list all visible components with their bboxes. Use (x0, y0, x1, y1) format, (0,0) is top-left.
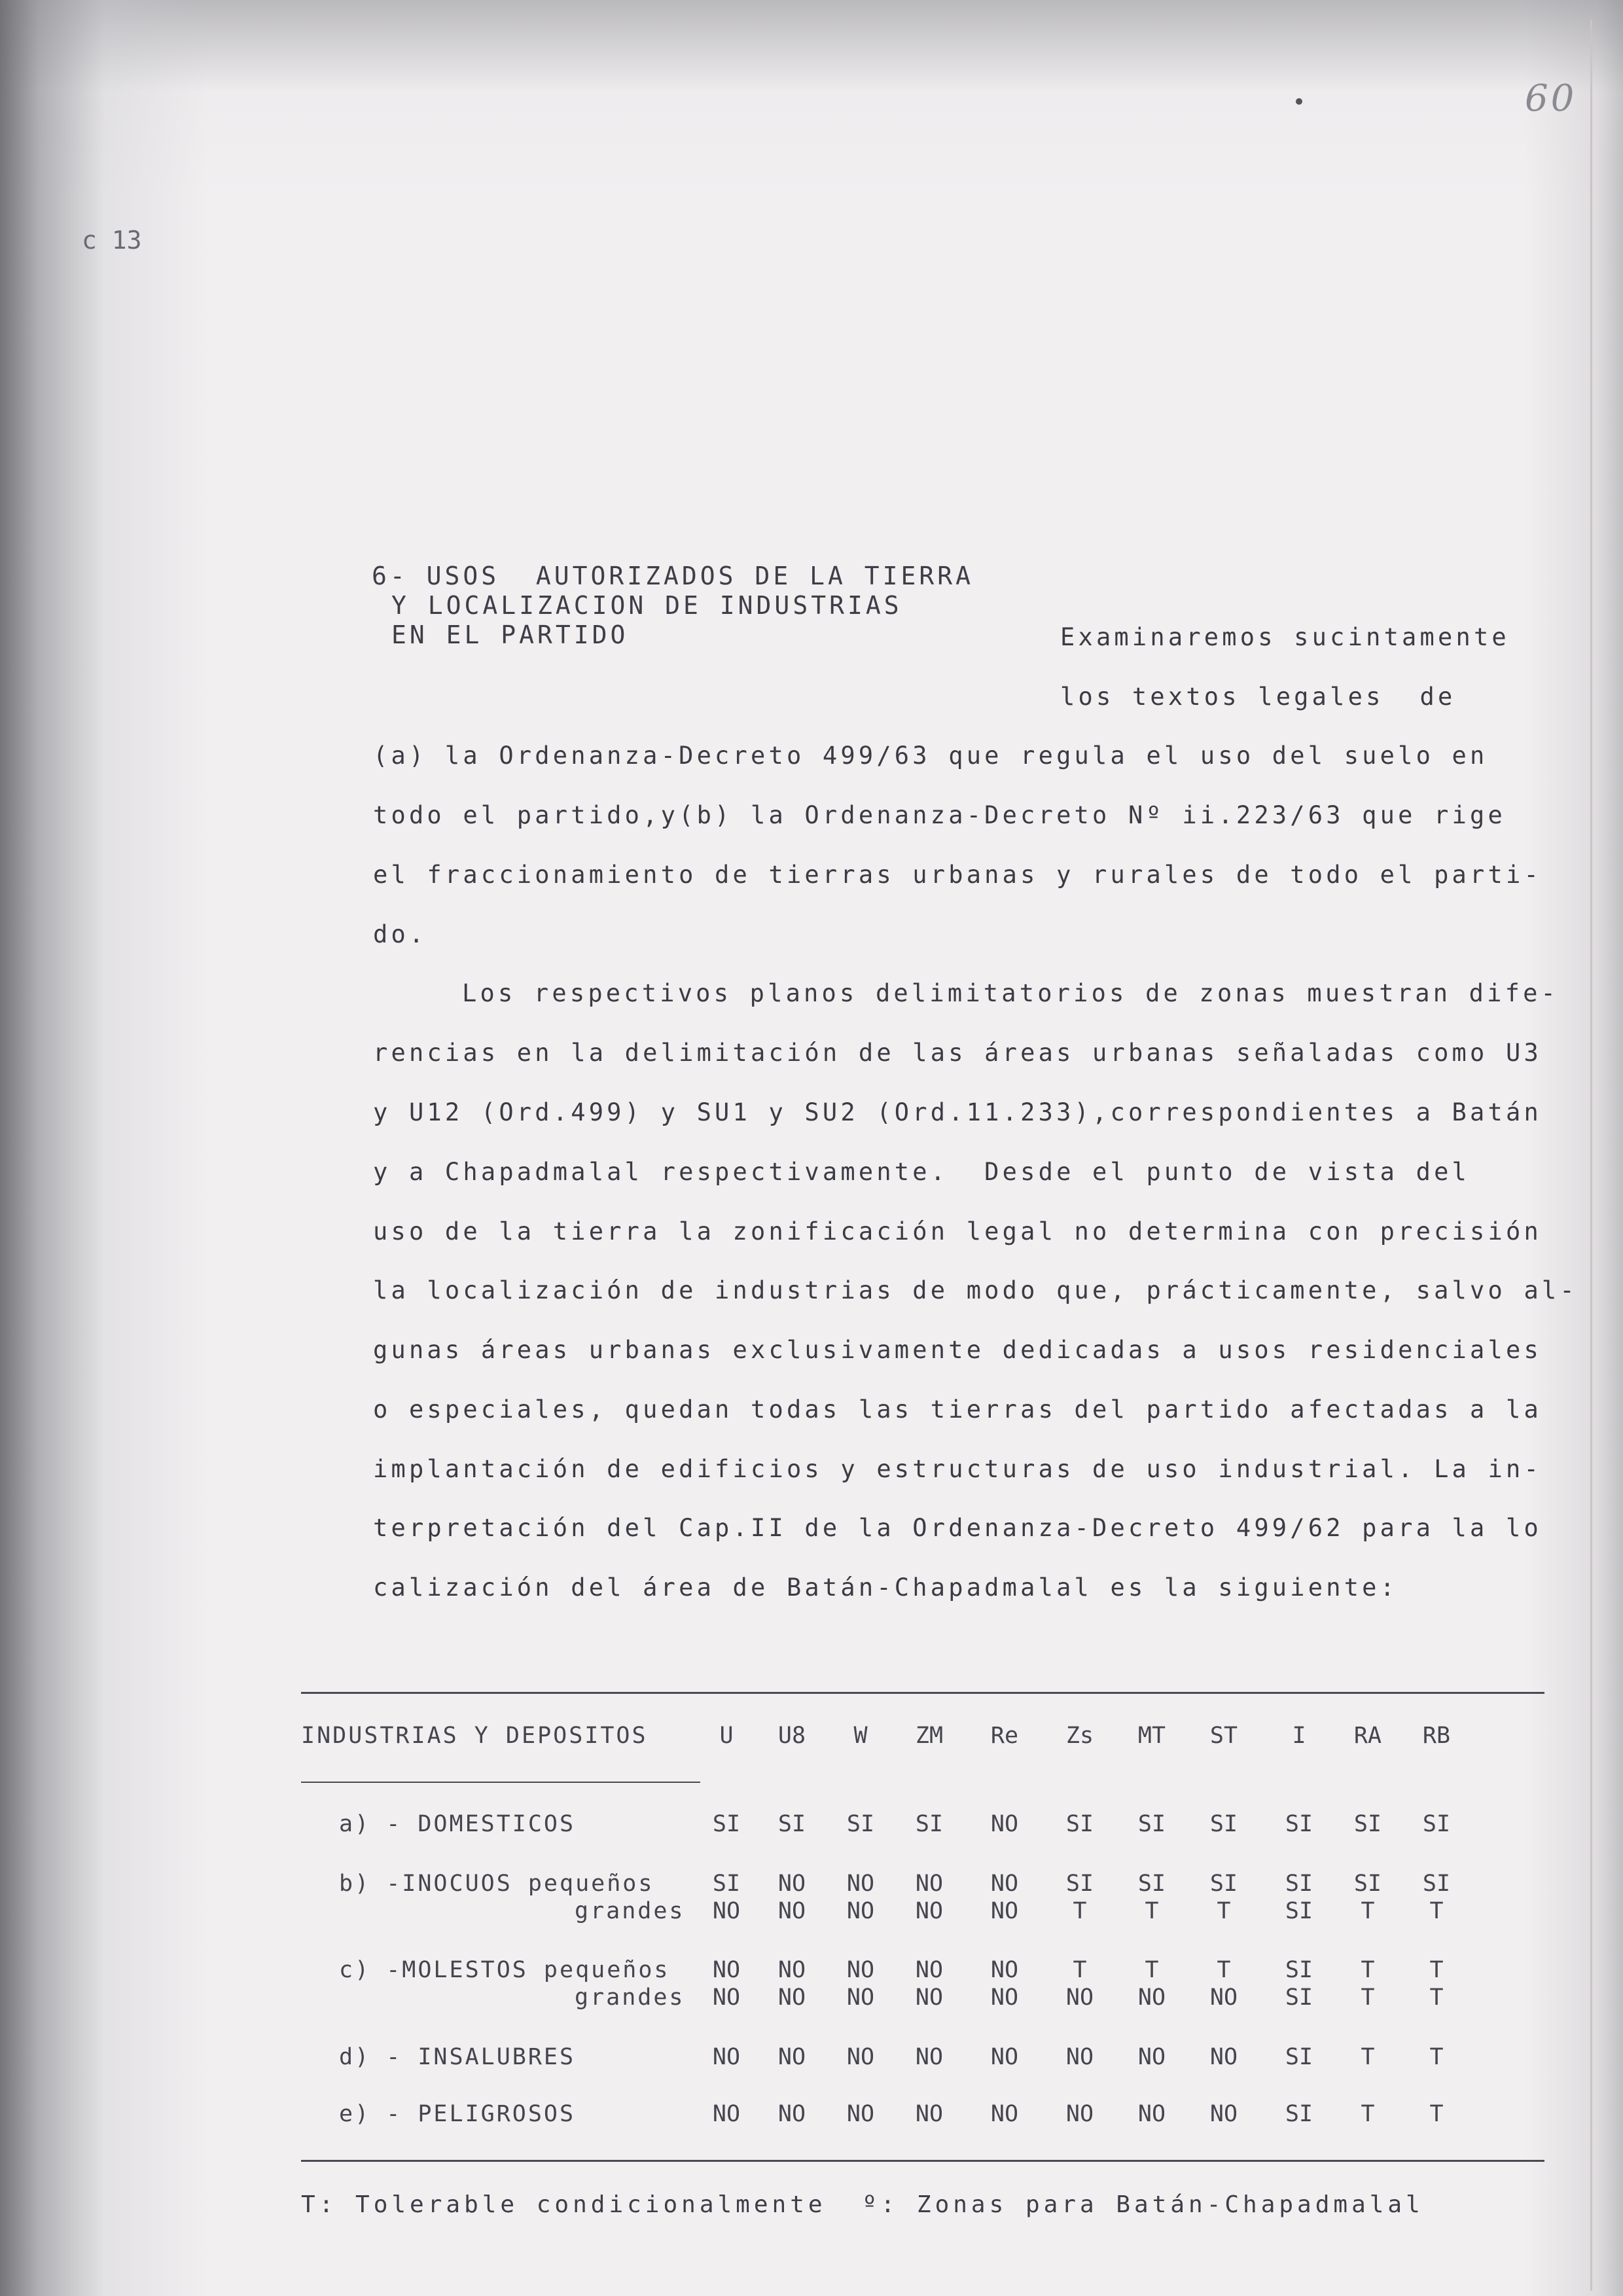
margin-mark: c 13 (82, 226, 142, 255)
table-row-label: b) -INOCUOS pequeños (339, 1871, 654, 1897)
table-cell: SI (1137, 1871, 1166, 1897)
paragraph-line: o especiales, quedan todas las tierras del partido afectadas a la (373, 1395, 1542, 1424)
table-cell: NO (1209, 1984, 1238, 2011)
table-cell: NO (777, 1898, 806, 1924)
table-cell: SI (1353, 1811, 1382, 1837)
paragraph-line: (a) la Ordenanza-Decreto 499/63 que regula el uso del suelo en (373, 742, 1488, 770)
table-cell: NO (1137, 1984, 1166, 2011)
paragraph-line: y U12 (Ord.499) y SU1 y SU2 (Ord.11.233),correspondientes a Batán (373, 1098, 1542, 1126)
table-cell: SI (1209, 1871, 1238, 1897)
table-cell: T (1429, 2101, 1444, 2127)
table-cell: NO (846, 1898, 875, 1924)
paragraph-line: gunas áreas urbanas exclusivamente dedicadas a usos residenciales (373, 1336, 1542, 1364)
table-cell: SI (1285, 1957, 1313, 1983)
table-cell: NO (915, 1898, 944, 1924)
table-row-label: c) -MOLESTOS pequeños (339, 1957, 670, 1983)
table-cell: SI (1422, 1811, 1451, 1837)
table-header-underline (301, 1782, 700, 1783)
table-cell: T (1217, 1957, 1231, 1983)
table-cell: NO (712, 1984, 741, 2011)
table-column-header: U (719, 1723, 734, 1749)
table-row-label: a) - DOMESTICOS (339, 1811, 576, 1837)
table-cell: T (1361, 1984, 1375, 2011)
table-cell: NO (846, 1871, 875, 1897)
table-cell: SI (1065, 1811, 1094, 1837)
table-cell: SI (1285, 1871, 1313, 1897)
table-cell: NO (915, 1957, 944, 1983)
table-cell: SI (1353, 1871, 1382, 1897)
paragraph-line: Los respectivos planos delimitatorios de zonas muestran dife- (462, 979, 1560, 1007)
table-cell: NO (990, 1957, 1019, 1983)
table-cell: T (1429, 2044, 1444, 2070)
table-cell: T (1145, 1957, 1159, 1983)
table-cell: NO (846, 1957, 875, 1983)
table-cell: NO (712, 1898, 741, 1924)
table-top-rule (301, 1692, 1544, 1694)
table-column-header: Zs (1065, 1723, 1094, 1749)
page-edge (1590, 20, 1592, 2291)
table-cell: T (1361, 1957, 1375, 1983)
table-column-header: W (853, 1723, 868, 1749)
page-number: 60 (1525, 77, 1577, 120)
table-cell: NO (915, 1871, 944, 1897)
table-row-label: grandes (575, 1984, 685, 2011)
table-cell: NO (777, 1871, 806, 1897)
table-cell: NO (990, 1984, 1019, 2011)
table-column-header: RB (1422, 1723, 1451, 1749)
section-heading-line-3: EN EL PARTIDO (391, 620, 629, 649)
paragraph-line: uso de la tierra la zonificación legal no determina con precisión (373, 1217, 1542, 1246)
table-column-header: U8 (777, 1723, 806, 1749)
table-cell: T (1429, 1898, 1444, 1924)
table-cell: NO (915, 1984, 944, 2011)
table-cell: NO (990, 1871, 1019, 1897)
table-cell: SI (712, 1871, 741, 1897)
table-cell: SI (1285, 1898, 1313, 1924)
table-cell: T (1361, 1898, 1375, 1924)
table-cell: SI (1285, 2101, 1313, 2127)
ink-dot (1296, 98, 1302, 105)
table-column-header: I (1292, 1723, 1306, 1749)
paragraph-line: el fraccionamiento de tierras urbanas y rurales de todo el parti- (373, 861, 1542, 889)
table-column-header: Re (990, 1723, 1019, 1749)
table-row-label: grandes (575, 1898, 685, 1924)
table-cell: T (1217, 1898, 1231, 1924)
table-cell: T (1361, 2101, 1375, 2127)
table-column-header: ZM (915, 1723, 944, 1749)
table-cell: NO (846, 1984, 875, 2011)
table-cell: NO (990, 1811, 1019, 1837)
paragraph-line: terpretación del Cap.II de la Ordenanza-Decreto 499/62 para la lo (373, 1514, 1542, 1542)
table-cell: NO (1209, 2101, 1238, 2127)
table-cell: NO (777, 1984, 806, 2011)
section-heading-line-2: Y LOCALIZACION DE INDUSTRIAS (391, 591, 902, 620)
table-cell: SI (915, 1811, 944, 1837)
table-cell: T (1073, 1898, 1087, 1924)
paragraph-line: Examinaremos sucintamente (1060, 623, 1510, 651)
paragraph-line: rencias en la delimitación de las áreas urbanas señaladas como U3 (373, 1039, 1542, 1067)
table-cell: T (1073, 1957, 1087, 1983)
table-cell: SI (1209, 1811, 1238, 1837)
table-cell: T (1429, 1957, 1444, 1983)
table-cell: NO (915, 2101, 944, 2127)
table-cell: SI (1285, 2044, 1313, 2070)
paragraph-line: do. (373, 920, 427, 948)
table-column-header: RA (1353, 1723, 1382, 1749)
table-cell: T (1429, 1984, 1444, 2011)
table-cell: NO (777, 2044, 806, 2070)
paragraph-line: calización del área de Batán-Chapadmalal es la siguiente: (373, 1573, 1399, 1602)
table-cell: NO (846, 2044, 875, 2070)
table-cell: T (1361, 2044, 1375, 2070)
table-cell: NO (915, 2044, 944, 2070)
paragraph-line: los textos legales de (1060, 683, 1456, 711)
table-cell: NO (1065, 1984, 1094, 2011)
table-cell: NO (1137, 2044, 1166, 2070)
table-cell: NO (990, 2044, 1019, 2070)
table-cell: SI (1422, 1871, 1451, 1897)
table-cell: NO (712, 2044, 741, 2070)
table-cell: SI (846, 1811, 875, 1837)
paragraph-line: la localización de industrias de modo que, prácticamente, salvo al- (373, 1276, 1578, 1304)
table-cell: NO (846, 2101, 875, 2127)
table-cell: T (1145, 1898, 1159, 1924)
table-cell: SI (1137, 1811, 1166, 1837)
paragraph-line: implantación de edificios y estructuras de uso industrial. La in- (373, 1455, 1542, 1483)
table-row-label: e) - PELIGROSOS (339, 2101, 576, 2127)
table-footnote: T: Tolerable condicionalmente º: Zonas para Batán-Chapadmalal (301, 2191, 1424, 2218)
paragraph-line: y a Chapadmalal respectivamente. Desde el punto de vista del (373, 1158, 1471, 1186)
table-column-header: ST (1209, 1723, 1238, 1749)
table-cell: NO (712, 1957, 741, 1983)
table-cell: NO (1065, 2101, 1094, 2127)
table-bottom-rule (301, 2160, 1544, 2162)
table-cell: NO (1137, 2101, 1166, 2127)
table-cell: NO (990, 2101, 1019, 2127)
table-cell: NO (990, 1898, 1019, 1924)
table-cell: SI (712, 1811, 741, 1837)
table-column-header: MT (1137, 1723, 1166, 1749)
table-cell: NO (777, 2101, 806, 2127)
paragraph-line: todo el partido,y(b) la Ordenanza-Decreto Nº ii.223/63 que rige (373, 801, 1506, 829)
table-cell: NO (777, 1957, 806, 1983)
table-cell: SI (777, 1811, 806, 1837)
table-row-label: d) - INSALUBRES (339, 2044, 576, 2070)
table-cell: SI (1285, 1984, 1313, 2011)
table-cell: SI (1065, 1871, 1094, 1897)
table-cell: NO (1065, 2044, 1094, 2070)
table-header-label: INDUSTRIAS Y DEPOSITOS (301, 1723, 648, 1749)
table-cell: NO (712, 2101, 741, 2127)
table-cell: NO (1209, 2044, 1238, 2070)
table-cell: SI (1285, 1811, 1313, 1837)
section-heading-line-1: 6- USOS AUTORIZADOS DE LA TIERRA (372, 562, 974, 590)
